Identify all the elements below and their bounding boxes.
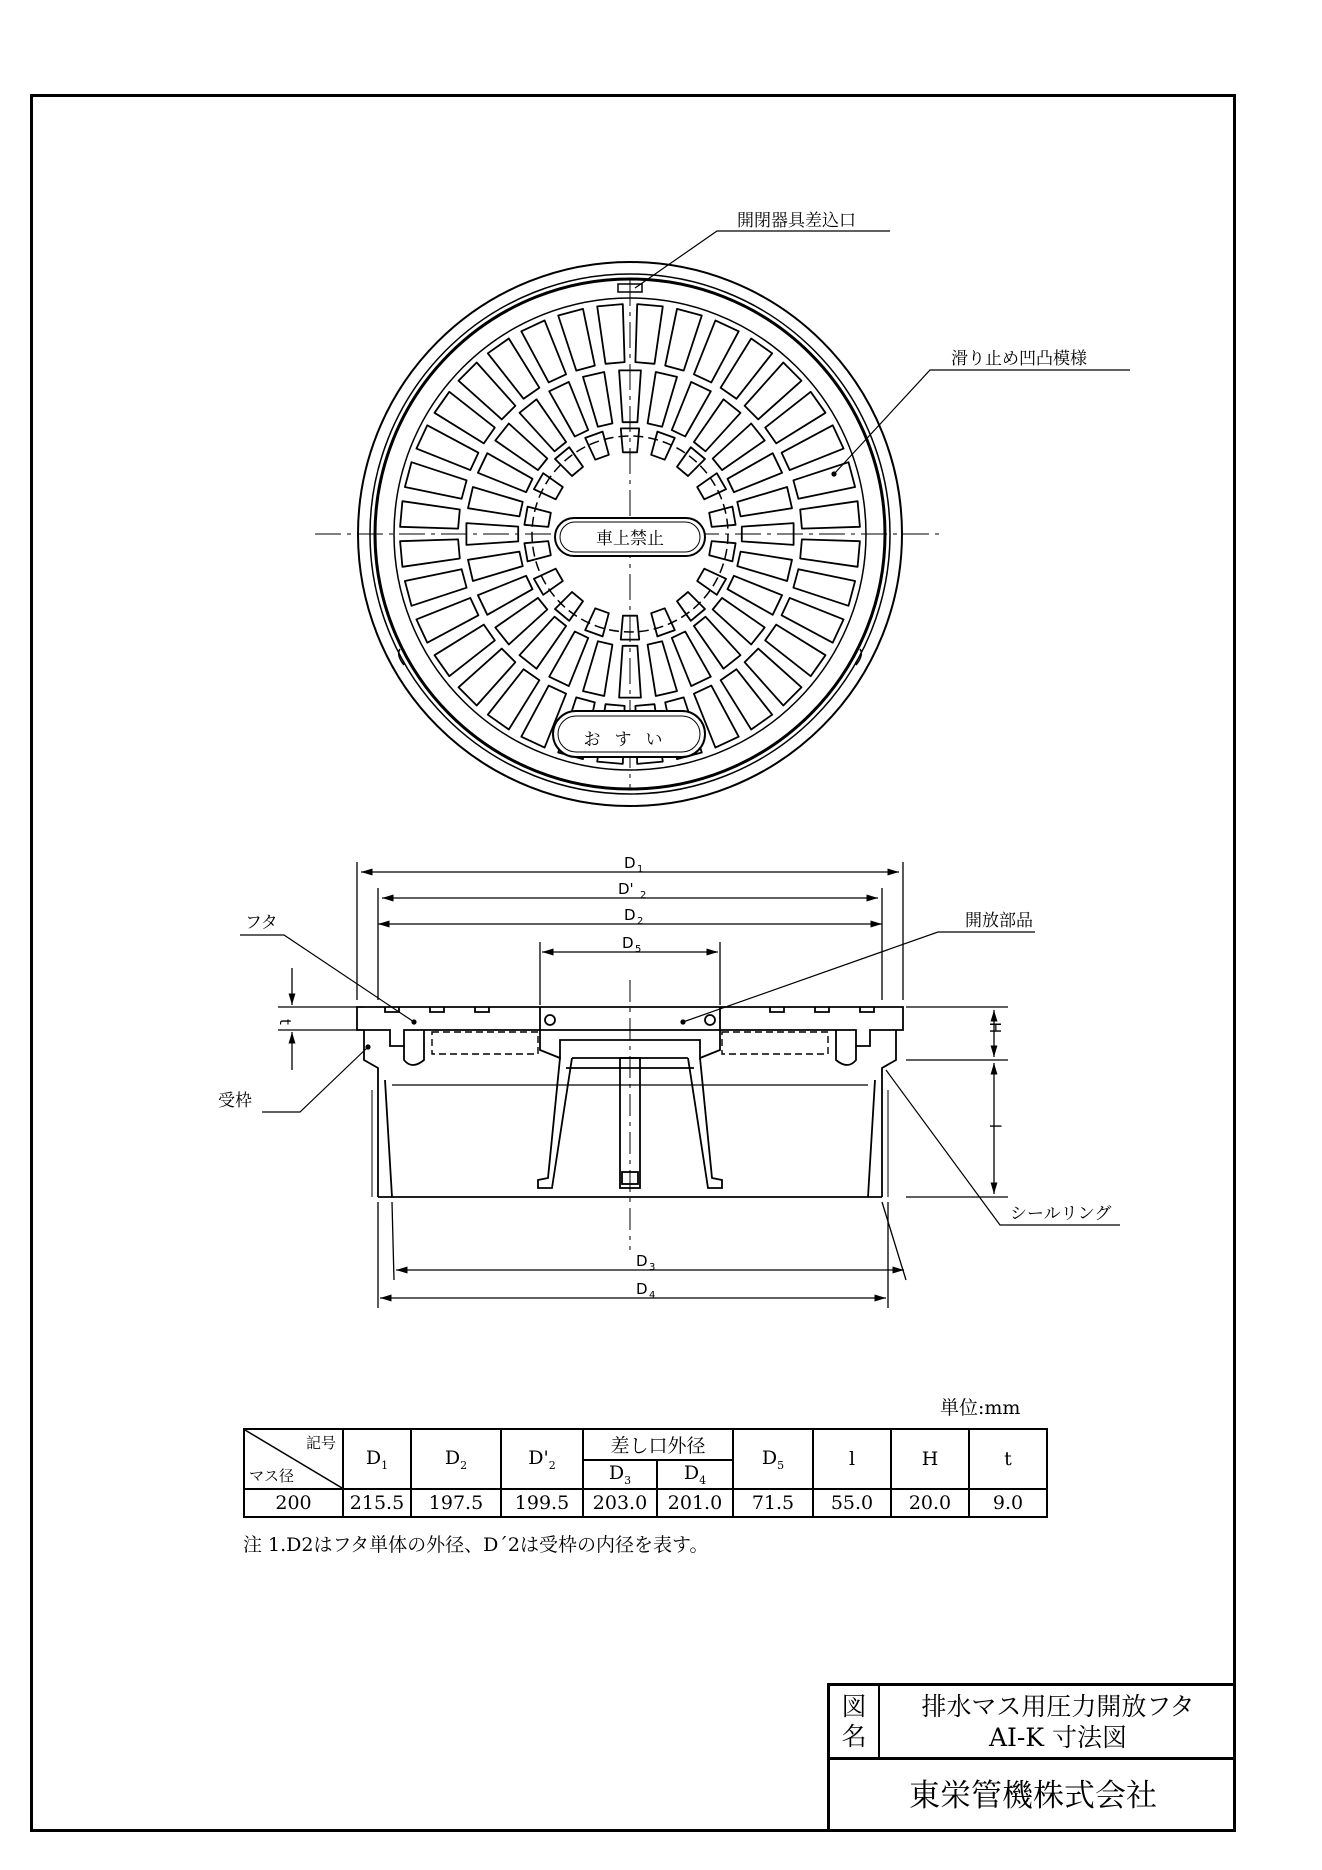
anti-slip-pad (765, 392, 825, 444)
callout-opener-slot-label: 開閉器具差込口 (737, 211, 856, 231)
anti-slip-pad (405, 569, 467, 606)
table-header-H: H (891, 1429, 969, 1489)
anti-slip-pad (583, 372, 612, 427)
anti-slip-pad (800, 501, 860, 528)
anti-slip-pad (468, 552, 523, 581)
table-row: 200 215.5 197.5 199.5 203.0 201.0 71.5 55.0 20.0 9.0 (244, 1489, 1047, 1517)
table-header-Dp2: $D'_2$ (501, 1429, 583, 1489)
table-header-D5: $D_5$ (733, 1429, 813, 1489)
anti-slip-pad (694, 320, 739, 382)
lid-mark-no-vehicle: 車上禁止 (596, 529, 664, 549)
table-header-D2: $D_2$ (411, 1429, 501, 1489)
anti-slip-pad (737, 487, 792, 516)
anti-slip-pad (728, 576, 783, 615)
anti-slip-pad (677, 592, 705, 621)
anti-slip-pad (416, 598, 478, 643)
section-view (357, 980, 903, 1250)
dim-t: t (276, 1019, 294, 1025)
callout-release-part-label: 開放部品 (965, 911, 1033, 931)
dimension-table (243, 1428, 1048, 1518)
svg-text:1: 1 (637, 864, 644, 875)
anti-slip-pad (555, 592, 583, 621)
anti-slip-pad (728, 453, 783, 492)
anti-slip-pad (583, 641, 612, 696)
anti-slip-pad (524, 507, 550, 527)
lid-mark-sewage: おすい (583, 730, 677, 750)
units-label: 単位:mm (940, 1397, 1021, 1419)
anti-slip-pad (549, 632, 588, 687)
anti-slip-pad (549, 382, 588, 437)
anti-slip-pad (745, 363, 802, 420)
anti-slip-pad (745, 649, 802, 706)
anti-slip-pad (585, 432, 609, 460)
dim-D1: D (624, 854, 636, 872)
callout-cover-label: フタ (245, 913, 278, 933)
table-note: 注 1.D2はフタ単体の外径、D´2は受枠の内径を表す。 (243, 1534, 709, 1556)
callout-opener-slot (635, 231, 890, 288)
callout-seal-ring-label: シールリング (1010, 1204, 1112, 1224)
anti-slip-pad (651, 608, 675, 636)
anti-slip-pad (400, 539, 460, 566)
title-block (827, 1683, 1236, 1832)
dim-Dp2: D' (618, 880, 634, 898)
anti-slip-pad (648, 372, 677, 427)
anti-slip-pad (459, 649, 516, 706)
anti-slip-pad (737, 552, 792, 581)
anti-slip-pad (585, 608, 609, 636)
table-header-t: t (969, 1429, 1047, 1489)
anti-slip-pad (800, 539, 860, 566)
anti-slip-pad (765, 625, 825, 677)
anti-slip-pad (721, 669, 773, 729)
anti-slip-pad (651, 432, 675, 460)
anti-slip-pad (405, 462, 467, 499)
svg-text:5: 5 (635, 944, 642, 955)
company-name: 東栄管機株式会社 (909, 1778, 1157, 1814)
table-header-spigot: 差し口外径 (583, 1429, 733, 1460)
anti-slip-pad (635, 304, 662, 364)
table-corner-cell: 記号 マス径 (244, 1429, 343, 1489)
anti-slip-pad (672, 382, 711, 437)
title-block-label: 図 名 (830, 1686, 880, 1760)
anti-slip-pad (697, 569, 726, 595)
callout-anti-slip (832, 370, 1130, 476)
anti-slip-pad (782, 598, 844, 643)
dim-D3: D (636, 1252, 648, 1270)
anti-slip-pad (709, 507, 735, 527)
anti-slip-pad (597, 304, 624, 364)
dim-l: l (986, 1124, 1004, 1129)
anti-slip-pad (648, 641, 677, 696)
dim-H: H (986, 1022, 1004, 1034)
anti-slip-pad (555, 447, 583, 476)
anti-slip-pad (665, 309, 702, 371)
svg-text:4: 4 (649, 1290, 656, 1301)
anti-slip-pad (782, 425, 844, 470)
anti-slip-pad (488, 669, 540, 729)
svg-text:3: 3 (649, 1262, 656, 1273)
anti-slip-pad (677, 447, 705, 476)
anti-slip-pad (558, 309, 595, 371)
anti-slip-pad (459, 363, 516, 420)
anti-slip-pad (478, 576, 533, 615)
anti-slip-pad (534, 473, 563, 499)
anti-slip-pad (521, 320, 566, 382)
anti-slip-pad (534, 569, 563, 595)
anti-slip-pad (697, 473, 726, 499)
table-header-D1: $D_1$ (343, 1429, 411, 1489)
anti-slip-pad (672, 632, 711, 687)
table-header-D3: $D_3$ (583, 1460, 657, 1489)
svg-text:2: 2 (637, 916, 644, 927)
dim-D4: D (636, 1280, 648, 1298)
anti-slip-pad (793, 569, 855, 606)
dim-D5: D (622, 934, 634, 952)
anti-slip-pad (400, 501, 460, 528)
drawing-name: 排水マス用圧力開放フタ AI-K 寸法図 (880, 1686, 1236, 1760)
dim-D2: D (624, 906, 636, 924)
anti-slip-pad (721, 339, 773, 399)
anti-slip-pad (435, 625, 495, 677)
anti-slip-pad (478, 453, 533, 492)
table-header-l: l (813, 1429, 891, 1489)
anti-slip-pad (488, 339, 540, 399)
anti-slip-pad (793, 462, 855, 499)
svg-text:2: 2 (640, 890, 647, 901)
anti-slip-pad (468, 487, 523, 516)
callout-anti-slip-label: 滑り止め凹凸模様 (951, 349, 1087, 369)
anti-slip-pad (435, 392, 495, 444)
callout-frame-label: 受枠 (218, 1091, 252, 1111)
anti-slip-pad (709, 541, 735, 561)
table-header-D4: $D_4$ (657, 1460, 733, 1489)
anti-slip-pad (416, 425, 478, 470)
anti-slip-pad (524, 541, 550, 561)
